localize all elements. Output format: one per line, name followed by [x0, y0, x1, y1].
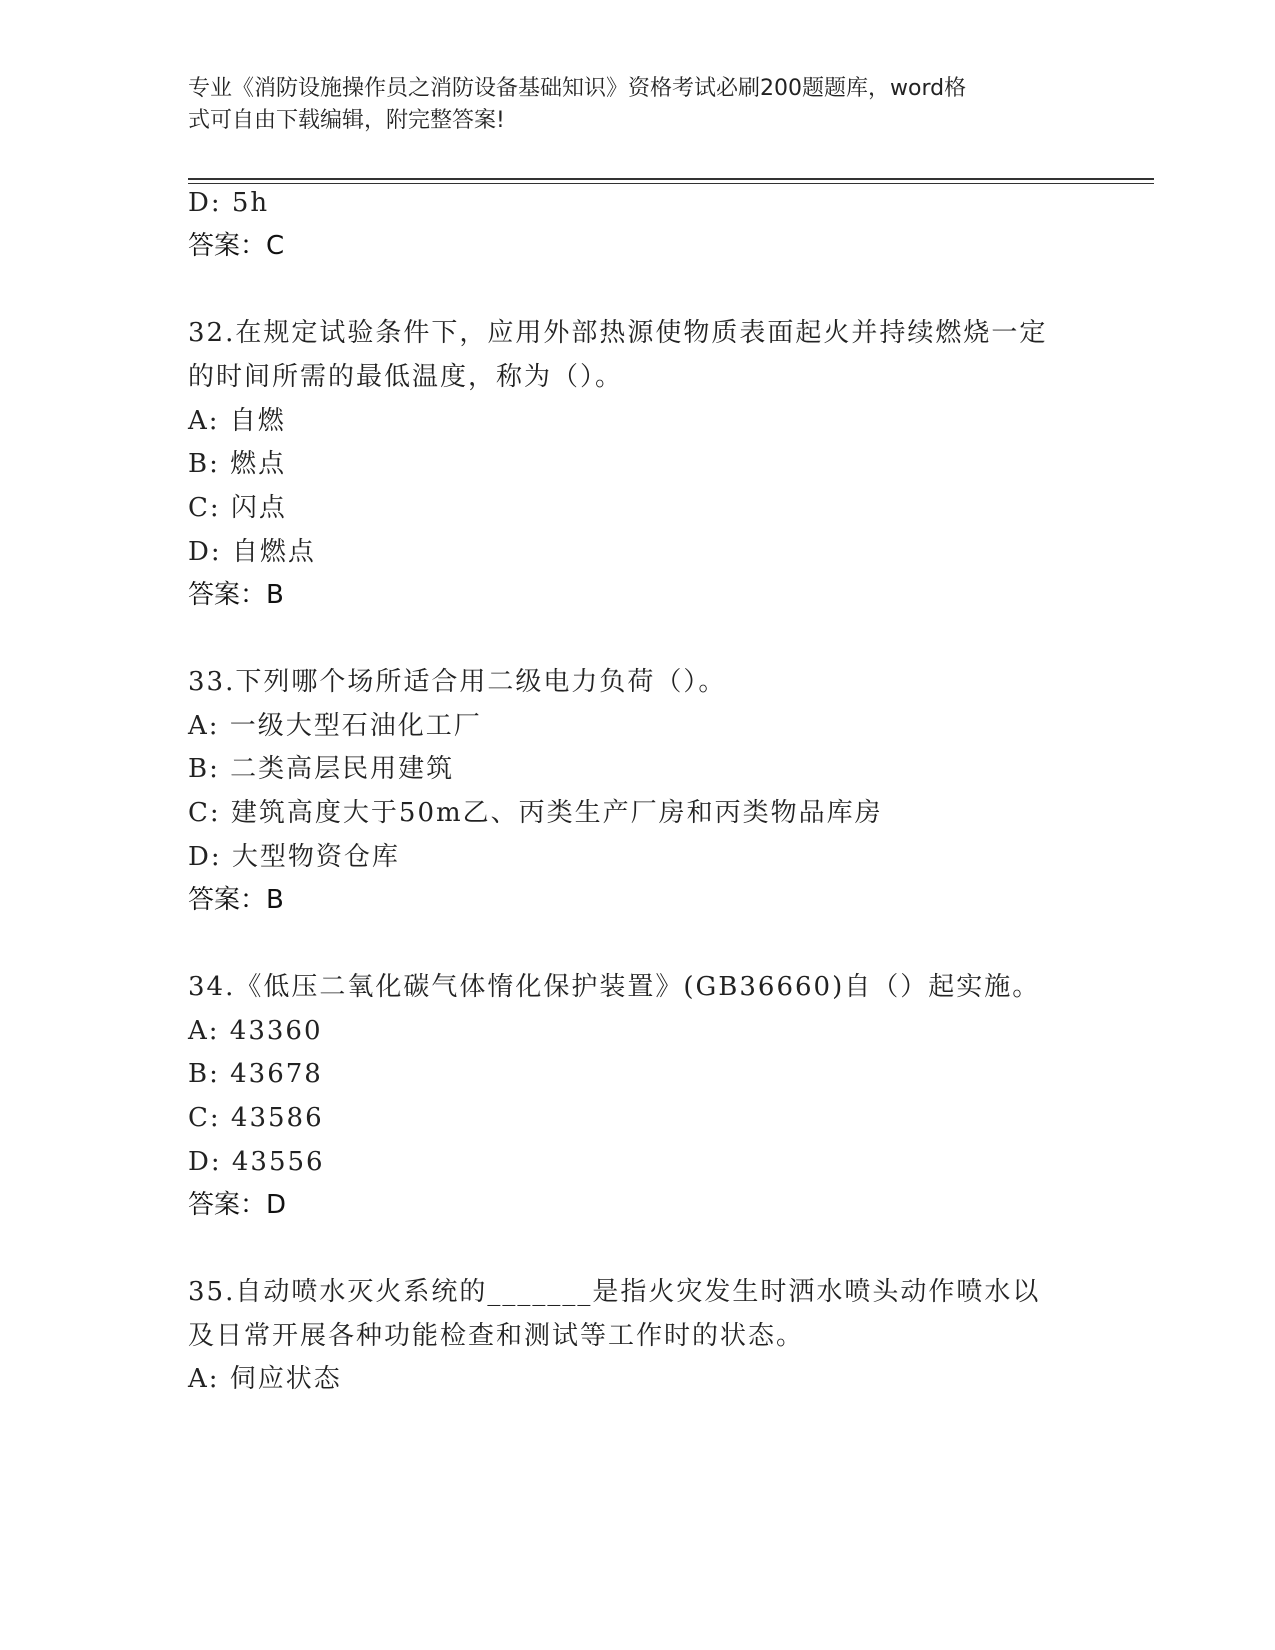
header-line-1: 专业《消防设施操作员之消防设备基础知识》资格考试必刷200题题库，word格: [188, 76, 967, 101]
q35-option-a: A: 伺应状态: [188, 1364, 342, 1394]
q32-answer: 答案：B: [188, 580, 284, 610]
q32-option-c: C: 闪点: [188, 493, 287, 523]
prev-option-d: D: 5h: [188, 188, 270, 218]
header-divider-thick: [188, 178, 1154, 180]
prev-answer: 答案：C: [188, 231, 285, 261]
q33-option-b: B: 二类高层民用建筑: [188, 754, 455, 784]
q33-option-a: A: 一级大型石油化工厂: [188, 711, 482, 741]
q33-option-c: C: 建筑高度大于50m乙、丙类生产厂房和丙类物品库房: [188, 798, 883, 828]
q34-option-a: A: 43360: [188, 1016, 323, 1046]
q34-option-b: B: 43678: [188, 1059, 323, 1089]
q32-option-a: A: 自燃: [188, 406, 286, 436]
q33-answer: 答案：B: [188, 885, 284, 915]
q32-stem-line-1: 32.在规定试验条件下，应用外部热源使物质表面起火并持续燃烧一定: [188, 318, 1048, 348]
header-line-2: 式可自由下载编辑，附完整答案!: [188, 108, 505, 133]
header-divider-thin: [188, 183, 1154, 184]
q34-answer: 答案：D: [188, 1190, 287, 1220]
q35-stem-line-2: 及日常开展各种功能检查和测试等工作时的状态。: [188, 1321, 805, 1351]
q32-stem-line-2: 的时间所需的最低温度，称为（）。: [188, 362, 624, 392]
q35-stem-line-1: 35.自动喷水灭火系统的_______是指火灾发生时洒水喷头动作喷水以: [188, 1277, 1041, 1307]
q34-option-c: C: 43586: [188, 1103, 324, 1133]
q34-stem-line-1: 34.《低压二氧化碳气体惰化保护装置》(GB36660)自（）起实施。: [188, 972, 1041, 1002]
q33-stem-line-1: 33.下列哪个场所适合用二级电力负荷（）。: [188, 667, 727, 697]
q34-option-d: D: 43556: [188, 1147, 325, 1177]
q33-option-d: D: 大型物资仓库: [188, 842, 400, 872]
document-header: [188, 73, 1068, 137]
q32-option-d: D: 自燃点: [188, 537, 316, 567]
q32-option-b: B: 燃点: [188, 449, 287, 479]
